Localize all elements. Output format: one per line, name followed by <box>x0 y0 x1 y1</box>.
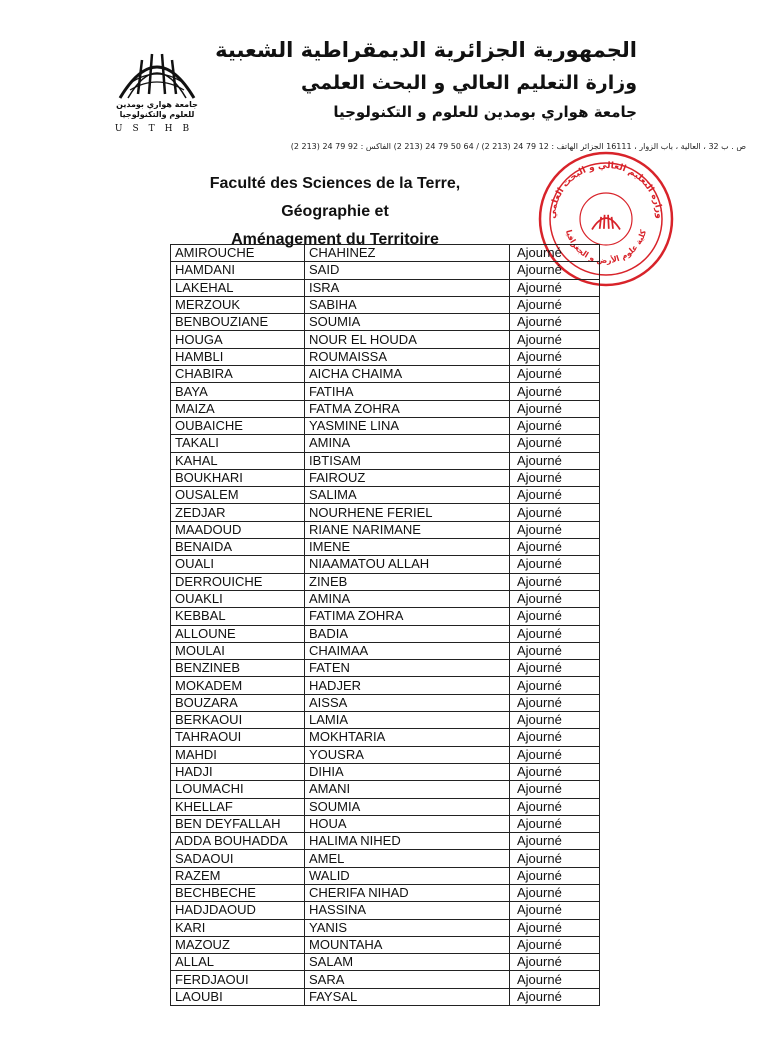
table-row <box>171 539 600 556</box>
first-name-cell: SOUMIA <box>305 314 510 331</box>
last-name-cell: BECHBECHE <box>171 884 305 901</box>
university-logo <box>104 42 210 152</box>
table-row <box>171 884 600 901</box>
first-name-cell: FATMA ZOHRA <box>305 400 510 417</box>
first-name-cell: AISSA <box>305 694 510 711</box>
last-name-cell: TAHRAOUI <box>171 729 305 746</box>
last-name-cell: KARI <box>171 919 305 936</box>
table-row <box>171 348 600 365</box>
last-name-cell: OUALI <box>171 556 305 573</box>
status-cell: Ajourné <box>510 279 600 296</box>
table-row <box>171 625 600 642</box>
last-name-cell: HADJDAOUD <box>171 902 305 919</box>
first-name-cell: ROUMAISSA <box>305 348 510 365</box>
table-row <box>171 400 600 417</box>
last-name-cell: MAZOUZ <box>171 936 305 953</box>
status-cell: Ajourné <box>510 712 600 729</box>
first-name-cell: FATIMA ZOHRA <box>305 608 510 625</box>
status-cell: Ajourné <box>510 625 600 642</box>
table-row <box>171 487 600 504</box>
ministry-heading: وزارة التعليم العالي و البحث العلمي <box>301 72 637 94</box>
first-name-cell: YANIS <box>305 919 510 936</box>
last-name-cell: MAADOUD <box>171 521 305 538</box>
last-name-cell: OUAKLI <box>171 590 305 607</box>
table-row <box>171 331 600 348</box>
first-name-cell: FATIHA <box>305 383 510 400</box>
results-table <box>170 244 600 1006</box>
last-name-cell: LAKEHAL <box>171 279 305 296</box>
table-row <box>171 590 600 607</box>
status-cell: Ajourné <box>510 521 600 538</box>
last-name-cell: FERDJAOUI <box>171 971 305 988</box>
status-cell: Ajourné <box>510 954 600 971</box>
first-name-cell: BADIA <box>305 625 510 642</box>
last-name-cell: LOUMACHI <box>171 781 305 798</box>
last-name-cell: MOULAI <box>171 642 305 659</box>
status-cell: Ajourné <box>510 262 600 279</box>
last-name-cell: KHELLAF <box>171 798 305 815</box>
last-name-cell: BENBOUZIANE <box>171 314 305 331</box>
table-row <box>171 677 600 694</box>
table-row <box>171 573 600 590</box>
status-cell: Ajourné <box>510 815 600 832</box>
status-cell: Ajourné <box>510 936 600 953</box>
first-name-cell: IBTISAM <box>305 452 510 469</box>
logo-arabic-line1: جامعة هواري بومدين <box>116 100 198 109</box>
last-name-cell: RAZEM <box>171 867 305 884</box>
republic-heading: الجمهورية الجزائرية الديمقراطية الشعبية <box>215 38 637 62</box>
last-name-cell: HOUGA <box>171 331 305 348</box>
first-name-cell: SALIMA <box>305 487 510 504</box>
status-cell: Ajourné <box>510 435 600 452</box>
first-name-cell: LAMIA <box>305 712 510 729</box>
status-cell: Ajourné <box>510 452 600 469</box>
first-name-cell: SAID <box>305 262 510 279</box>
status-cell: Ajourné <box>510 642 600 659</box>
table-row <box>171 763 600 780</box>
table-row <box>171 642 600 659</box>
table-row <box>171 279 600 296</box>
last-name-cell: LAOUBI <box>171 988 305 1005</box>
last-name-cell: AMIROUCHE <box>171 245 305 262</box>
status-cell: Ajourné <box>510 487 600 504</box>
last-name-cell: KEBBAL <box>171 608 305 625</box>
first-name-cell: YOUSRA <box>305 746 510 763</box>
status-cell: Ajourné <box>510 383 600 400</box>
last-name-cell: OUBAICHE <box>171 417 305 434</box>
first-name-cell: ZINEB <box>305 573 510 590</box>
first-name-cell: HASSINA <box>305 902 510 919</box>
first-name-cell: SARA <box>305 971 510 988</box>
university-heading: جامعة هواري بومدين للعلوم و التكنولوجيا <box>333 103 637 121</box>
last-name-cell: MERZOUK <box>171 296 305 313</box>
status-cell: Ajourné <box>510 677 600 694</box>
status-cell: Ajourné <box>510 988 600 1005</box>
status-cell: Ajourné <box>510 400 600 417</box>
table-row <box>171 660 600 677</box>
table-row <box>171 954 600 971</box>
status-cell: Ajourné <box>510 798 600 815</box>
last-name-cell: HAMBLI <box>171 348 305 365</box>
status-cell: Ajourné <box>510 296 600 313</box>
last-name-cell: DERROUICHE <box>171 573 305 590</box>
status-cell: Ajourné <box>510 660 600 677</box>
table-row <box>171 383 600 400</box>
stamp-emblem-icon <box>592 215 620 230</box>
status-cell: Ajourné <box>510 366 600 383</box>
status-cell: Ajourné <box>510 694 600 711</box>
table-row <box>171 971 600 988</box>
status-cell: Ajourné <box>510 884 600 901</box>
faculty-title-line1: Faculté des Sciences de la Terre, Géographie et <box>209 175 461 220</box>
status-cell: Ajourné <box>510 331 600 348</box>
last-name-cell: ALLAL <box>171 954 305 971</box>
first-name-cell: SOUMIA <box>305 798 510 815</box>
table-row <box>171 694 600 711</box>
last-name-cell: CHABIRA <box>171 366 305 383</box>
status-cell: Ajourné <box>510 919 600 936</box>
first-name-cell: IMENE <box>305 539 510 556</box>
status-cell: Ajourné <box>510 746 600 763</box>
first-name-cell: AMINA <box>305 435 510 452</box>
last-name-cell: KAHAL <box>171 452 305 469</box>
logo-acronym: USTHB <box>114 124 200 134</box>
last-name-cell: BERKAOUI <box>171 712 305 729</box>
table-row <box>171 815 600 832</box>
first-name-cell: SABIHA <box>305 296 510 313</box>
last-name-cell: BOUKHARI <box>171 469 305 486</box>
table-row <box>171 452 600 469</box>
last-name-cell: MAHDI <box>171 746 305 763</box>
status-cell: Ajourné <box>510 833 600 850</box>
table-row <box>171 867 600 884</box>
table-row <box>171 469 600 486</box>
contact-line: ص . ب 32 ، العالية ، باب الزوار ، 16111 الجزائر الهاتف : 12 79 24 (213 2) / 64 50 79 24 (213 2) الفاكس : 92 79 24 (213 2) <box>290 142 746 151</box>
first-name-cell: HOUA <box>305 815 510 832</box>
last-name-cell: HAMDANI <box>171 262 305 279</box>
status-cell: Ajourné <box>510 781 600 798</box>
stamp-inner-text: كلية علوم الأرض و الجغرافيا <box>563 228 649 266</box>
first-name-cell: WALID <box>305 867 510 884</box>
first-name-cell: CHERIFA NIHAD <box>305 884 510 901</box>
table-row <box>171 746 600 763</box>
last-name-cell: MAIZA <box>171 400 305 417</box>
faculty-title-line2: Aménagement du Territoire <box>231 231 439 248</box>
faculty-title <box>170 170 500 254</box>
table-row <box>171 435 600 452</box>
first-name-cell: FAYSAL <box>305 988 510 1005</box>
status-cell: Ajourné <box>510 971 600 988</box>
first-name-cell: SALAM <box>305 954 510 971</box>
table-row <box>171 556 600 573</box>
stamp-outer-text: وزارة التعليم العالي و البحث العلمي <box>547 160 665 220</box>
status-cell: Ajourné <box>510 902 600 919</box>
last-name-cell: BEN DEYFALLAH <box>171 815 305 832</box>
first-name-cell: AMANI <box>305 781 510 798</box>
table-row <box>171 833 600 850</box>
first-name-cell: CHAHINEZ <box>305 245 510 262</box>
last-name-cell: BENAIDA <box>171 539 305 556</box>
status-cell: Ajourné <box>510 245 600 262</box>
first-name-cell: MOKHTARIA <box>305 729 510 746</box>
table-row <box>171 988 600 1005</box>
last-name-cell: HADJI <box>171 763 305 780</box>
last-name-cell: BAYA <box>171 383 305 400</box>
first-name-cell: RIANE NARIMANE <box>305 521 510 538</box>
first-name-cell: ISRA <box>305 279 510 296</box>
first-name-cell: AMINA <box>305 590 510 607</box>
table-row <box>171 712 600 729</box>
status-cell: Ajourné <box>510 417 600 434</box>
last-name-cell: BOUZARA <box>171 694 305 711</box>
table-row <box>171 919 600 936</box>
first-name-cell: FAIROUZ <box>305 469 510 486</box>
last-name-cell: ZEDJAR <box>171 504 305 521</box>
status-cell: Ajourné <box>510 556 600 573</box>
first-name-cell: HADJER <box>305 677 510 694</box>
last-name-cell: OUSALEM <box>171 487 305 504</box>
table-row <box>171 729 600 746</box>
results-table-body <box>171 245 600 1006</box>
status-cell: Ajourné <box>510 867 600 884</box>
first-name-cell: NIAAMATOU ALLAH <box>305 556 510 573</box>
table-row <box>171 608 600 625</box>
status-cell: Ajourné <box>510 763 600 780</box>
first-name-cell: CHAIMAA <box>305 642 510 659</box>
first-name-cell: NOURHENE FERIEL <box>305 504 510 521</box>
first-name-cell: MOUNTAHA <box>305 936 510 953</box>
status-cell: Ajourné <box>510 850 600 867</box>
table-row <box>171 417 600 434</box>
first-name-cell: HALIMA NIHED <box>305 833 510 850</box>
status-cell: Ajourné <box>510 539 600 556</box>
first-name-cell: YASMINE LINA <box>305 417 510 434</box>
table-row <box>171 902 600 919</box>
last-name-cell: ADDA BOUHADDA <box>171 833 305 850</box>
table-row <box>171 314 600 331</box>
first-name-cell: AMEL <box>305 850 510 867</box>
table-row <box>171 850 600 867</box>
last-name-cell: ALLOUNE <box>171 625 305 642</box>
first-name-cell: FATEN <box>305 660 510 677</box>
table-row <box>171 504 600 521</box>
table-row <box>171 366 600 383</box>
last-name-cell: MOKADEM <box>171 677 305 694</box>
status-cell: Ajourné <box>510 469 600 486</box>
status-cell: Ajourné <box>510 348 600 365</box>
last-name-cell: TAKALI <box>171 435 305 452</box>
usthb-emblem-icon <box>112 42 202 100</box>
logo-arabic-line2: للعلوم والتكنولوجيا <box>119 110 195 119</box>
first-name-cell: AICHA CHAIMA <box>305 366 510 383</box>
status-cell: Ajourné <box>510 573 600 590</box>
first-name-cell: NOUR EL HOUDA <box>305 331 510 348</box>
table-row <box>171 781 600 798</box>
table-row <box>171 798 600 815</box>
status-cell: Ajourné <box>510 729 600 746</box>
table-row <box>171 521 600 538</box>
status-cell: Ajourné <box>510 314 600 331</box>
table-row <box>171 936 600 953</box>
status-cell: Ajourné <box>510 504 600 521</box>
status-cell: Ajourné <box>510 608 600 625</box>
last-name-cell: SADAOUI <box>171 850 305 867</box>
last-name-cell: BENZINEB <box>171 660 305 677</box>
status-cell: Ajourné <box>510 590 600 607</box>
table-row <box>171 262 600 279</box>
table-row <box>171 296 600 313</box>
table-row <box>171 245 600 262</box>
first-name-cell: DIHIA <box>305 763 510 780</box>
